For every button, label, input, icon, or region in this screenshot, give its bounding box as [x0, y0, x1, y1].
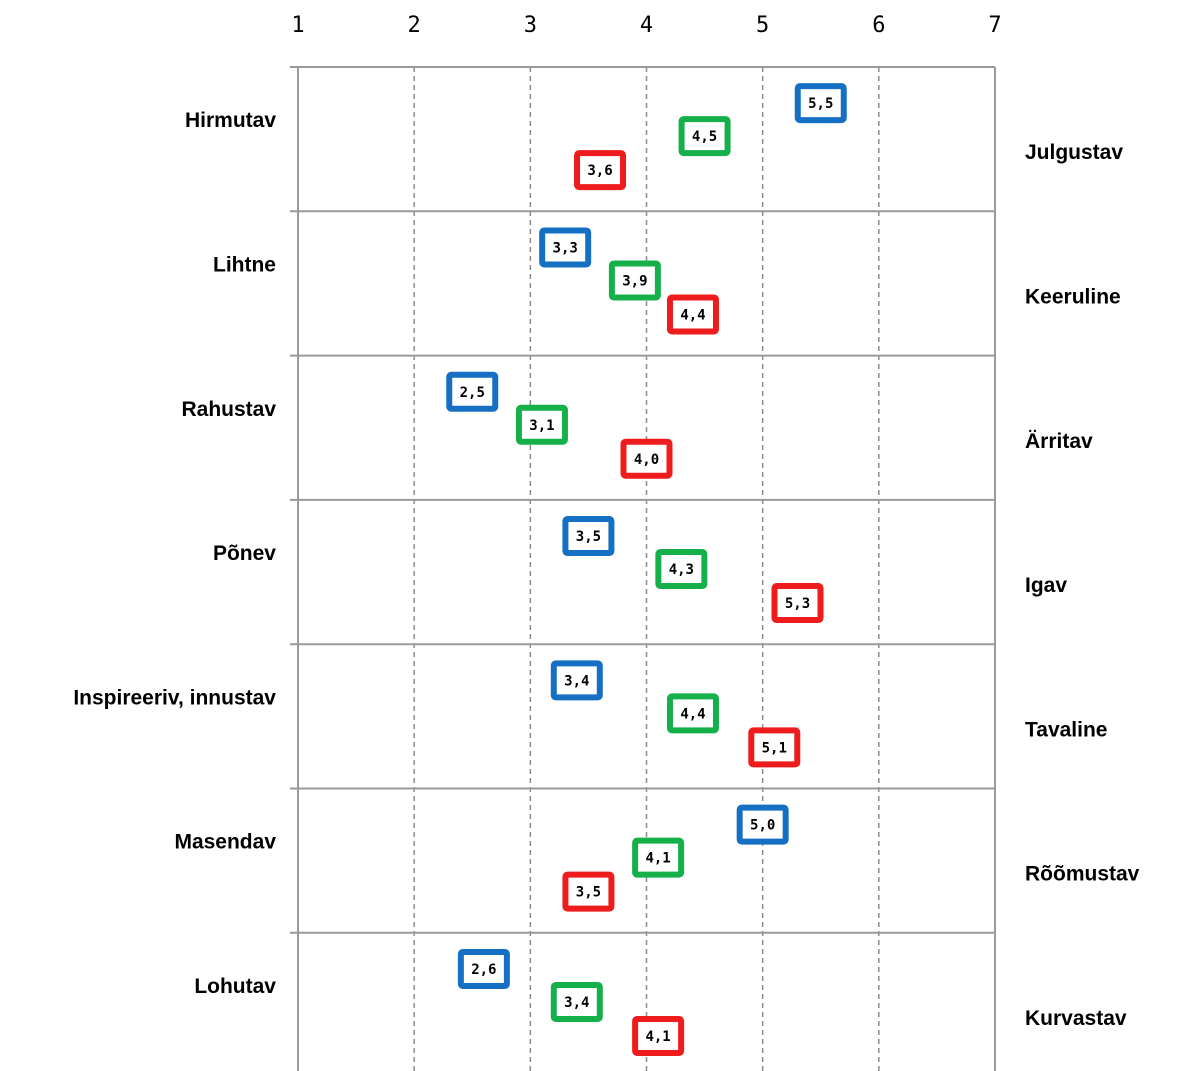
data-label: 5,5: [808, 96, 834, 113]
right-pole-label: Ärritav: [1025, 429, 1093, 453]
left-pole-label: Lohutav: [194, 974, 276, 998]
right-pole-label: Keeruline: [1025, 285, 1121, 309]
data-label: 2,5: [459, 384, 485, 401]
right-pole-label: Igav: [1025, 574, 1068, 598]
data-label: 2,6: [471, 961, 497, 978]
data-label: 4,5: [691, 129, 718, 146]
x-tick-label: 3: [523, 13, 537, 38]
data-label: 3,9: [622, 273, 648, 290]
left-pole-label: Lihtne: [213, 253, 276, 277]
x-tick-label: 6: [872, 13, 886, 38]
data-label: 4,4: [680, 706, 706, 723]
right-pole-label: Julgustav: [1025, 141, 1124, 165]
data-label: 5,0: [750, 817, 776, 834]
left-pole-label: Rahustav: [181, 397, 276, 421]
data-label: 4,4: [680, 307, 706, 324]
x-tick-label: 5: [756, 13, 770, 38]
data-label: 4,1: [645, 1028, 671, 1045]
data-label: 4,0: [633, 451, 660, 468]
right-pole-label: Kurvastav: [1025, 1006, 1127, 1030]
right-pole-label: Tavaline: [1025, 718, 1108, 742]
data-label: 3,6: [587, 163, 613, 180]
left-pole-label: Hirmutav: [184, 109, 276, 133]
data-label: 3,5: [575, 529, 602, 546]
x-tick-label: 1: [291, 13, 305, 38]
x-tick-label: 2: [407, 13, 421, 38]
right-pole-label: Rõõmustav: [1025, 862, 1140, 886]
data-label: 3,1: [529, 417, 555, 434]
data-label: 3,4: [564, 673, 590, 690]
x-tick-label: 7: [988, 13, 1002, 38]
data-label: 3,4: [564, 994, 590, 1011]
data-label: 4,3: [668, 562, 694, 579]
left-pole-label: Inspireeriv, innustav: [73, 686, 276, 710]
data-label: 3,3: [552, 240, 578, 257]
data-label: 3,5: [575, 884, 602, 901]
left-pole-label: Masendav: [174, 830, 276, 854]
data-label: 4,1: [645, 850, 671, 867]
data-label: 5,3: [784, 596, 811, 613]
left-pole-label: Põnev: [212, 542, 276, 566]
x-tick-label: 4: [639, 13, 654, 38]
data-label: 5,1: [761, 740, 787, 757]
